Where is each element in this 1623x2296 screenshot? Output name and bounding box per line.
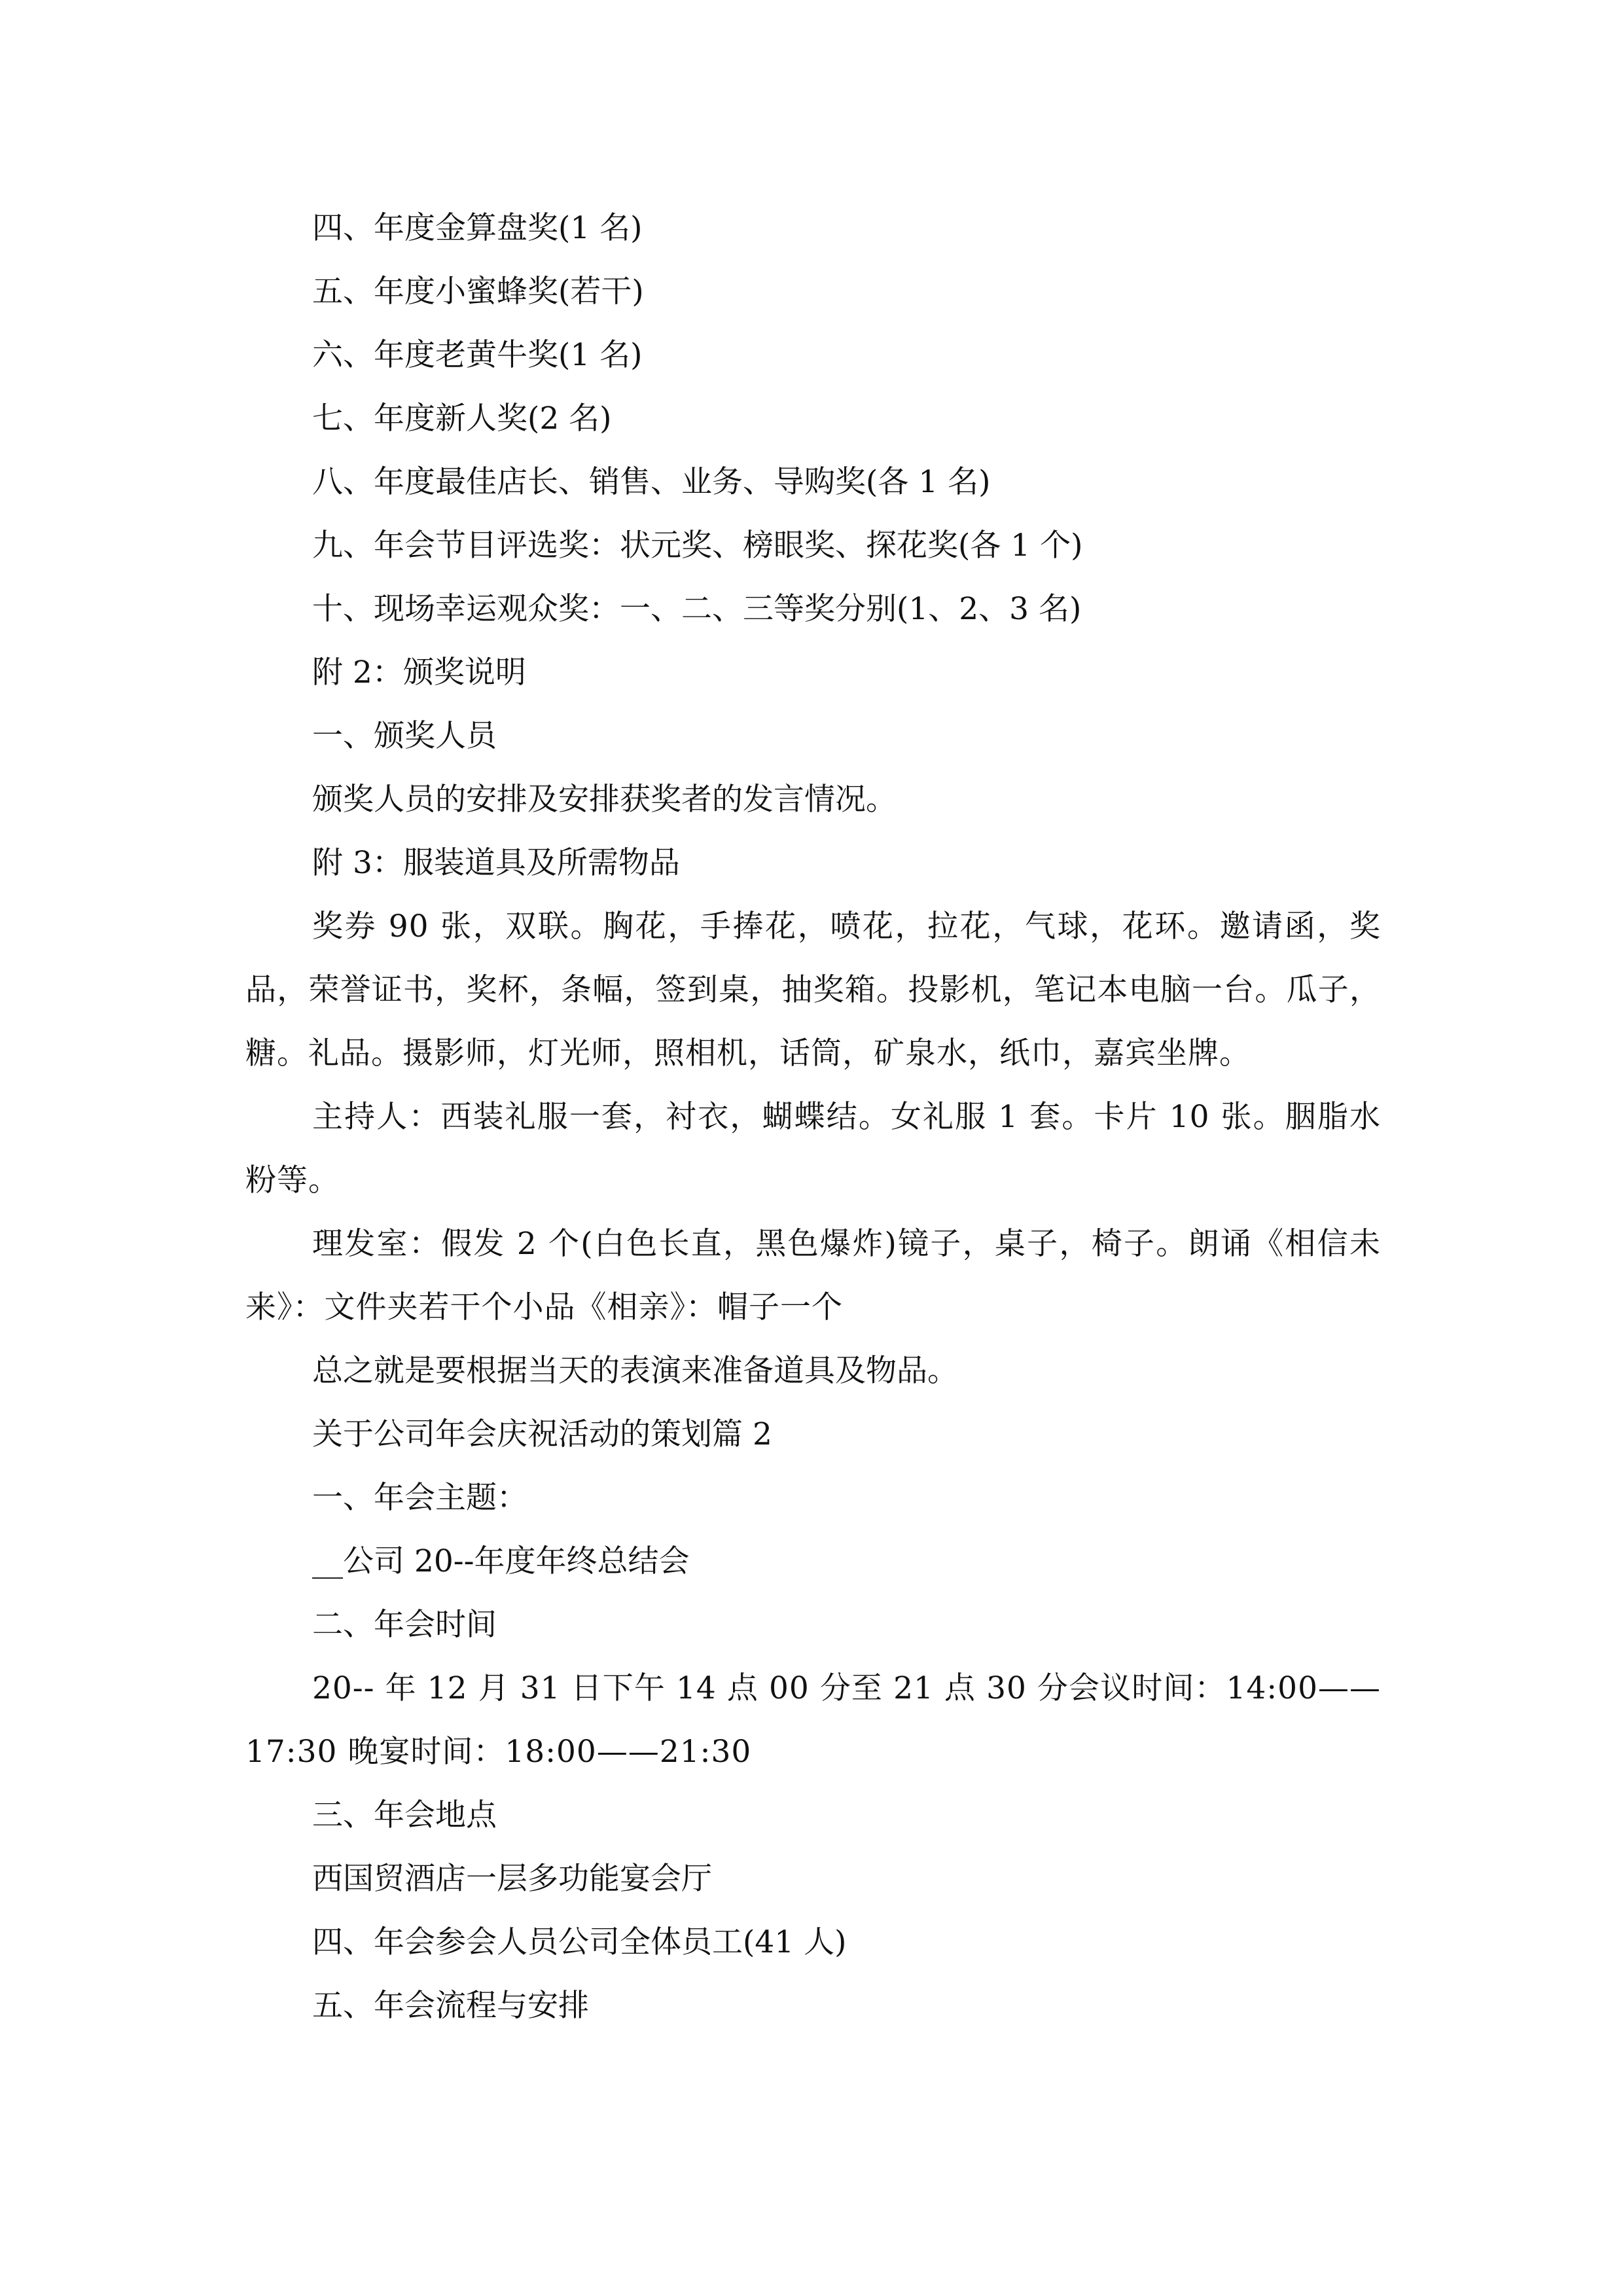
section-heading: 一、颁奖人员 <box>312 718 497 754</box>
section-heading: 三、年会地点 <box>312 1797 497 1833</box>
items-paragraph: 奖券 90 张，双联。胸花，手捧花，喷花，拉花，气球，花环。邀请函，奖品，荣誉证书，奖杯，条幅，签到桌，抽奖箱。投影机，笔记本电脑一台。瓜子，糖。礼品。摄影师，灯光师，照相机，话筒，矿泉水，纸巾，嘉宾坐牌。 <box>245 908 1381 1071</box>
body-text-line: 总之就是要根据当天的表演来准备道具及物品。 <box>312 1353 958 1389</box>
barber-paragraph: 理发室：假发 2 个(白色长直，黑色爆炸)镜子，桌子，椅子。朗诵《相信未来》：文件夹若干个小品《相亲》：帽子一个 <box>245 1226 1381 1325</box>
award-line: 十、现场幸运观众奖：一、二、三等奖分别(1、2、3 名) <box>312 591 1082 627</box>
host-paragraph: 主持人：西装礼服一套，衬衣，蝴蝶结。女礼服 1 套。卡片 10 张。胭脂水粉等。 <box>245 1099 1381 1198</box>
section-heading: 五、年会流程与安排 <box>312 1988 589 2024</box>
section-heading: 一、年会主题： <box>312 1480 527 1516</box>
appendix-heading: 附 2：颁奖说明 <box>312 655 526 691</box>
award-line: 七、年度新人奖(2 名) <box>312 401 612 437</box>
award-line: 五、年度小蜜蜂奖(若干) <box>312 274 644 310</box>
article-title: 关于公司年会庆祝活动的策划篇 2 <box>312 1416 772 1452</box>
body-text-line: 颁奖人员的安排及安排获奖者的发言情况。 <box>312 781 897 817</box>
document-body <box>245 196 1381 2037</box>
time-paragraph: 20-- 年 12 月 31 日下午 14 点 00 分至 21 点 30 分会议时间：14:00——17:30 晚宴时间：18:00——21:30 <box>245 1670 1381 1770</box>
body-text-line: __公司 20--年度年终总结会 <box>312 1543 690 1579</box>
award-line: 八、年度最佳店长、销售、业务、导购奖(各 1 名) <box>312 464 991 500</box>
section-heading: 四、年会参会人员公司全体员工(41 人) <box>312 1924 847 1960</box>
section-heading: 二、年会时间 <box>312 1607 497 1643</box>
award-line: 九、年会节目评选奖：状元奖、榜眼奖、探花奖(各 1 个) <box>312 528 1083 564</box>
award-line: 六、年度老黄牛奖(1 名) <box>312 337 643 373</box>
award-line: 四、年度金算盘奖(1 名) <box>312 210 643 246</box>
appendix-heading: 附 3：服装道具及所需物品 <box>312 845 680 881</box>
body-text-line: 西国贸酒店一层多功能宴会厅 <box>312 1861 712 1897</box>
